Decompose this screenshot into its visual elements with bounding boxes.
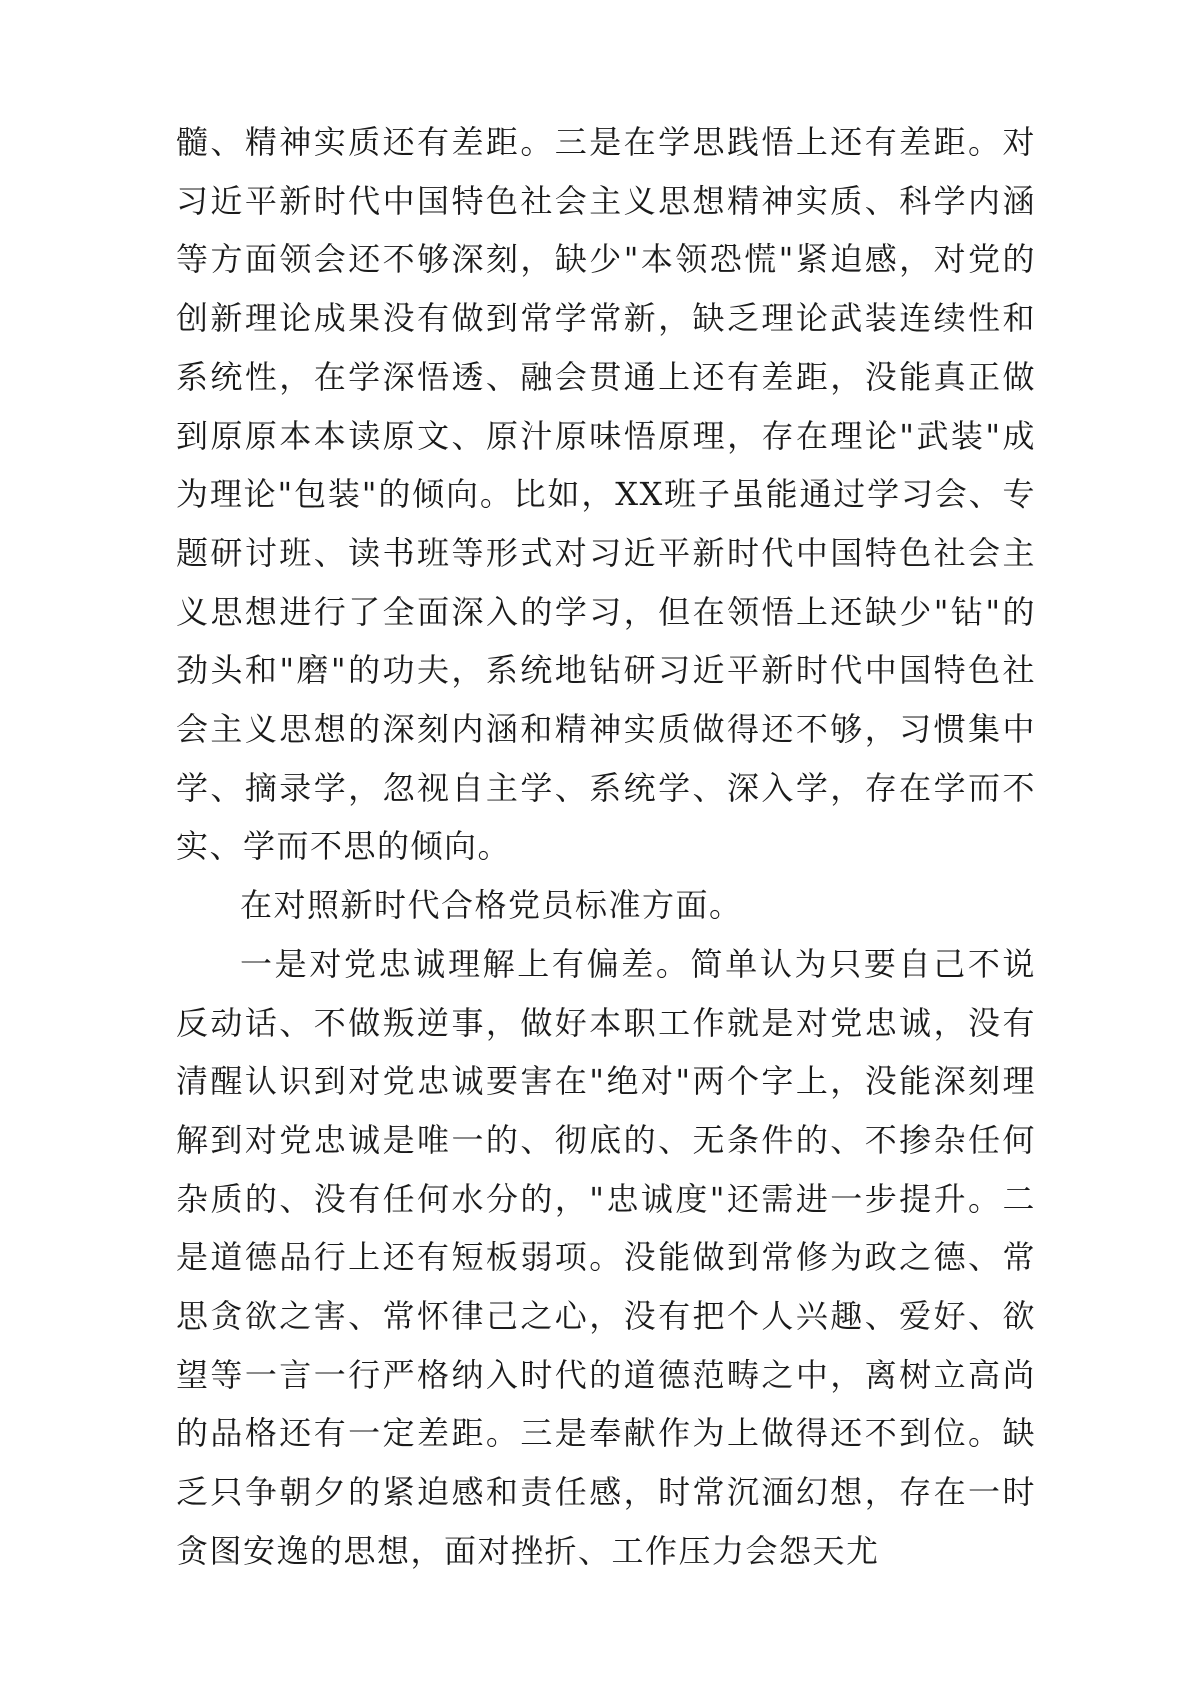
paragraph-party-member-standards: 一是对党忠诚理解上有偏差。简单认为只要自己不说反动话、不做叛逆事，做好本职工作就是对党忠诚，没有清醒认识到对党忠诚要害在"绝对"两个字上，没能深刻理解到对党忠诚是唯一的、彻底的、无条件的、不掺杂任何杂质的、没有任何水分的，"忠诚度"还需进一步提升。二是道德品行上还有短板弱项。没能做到常修为政之德、常思贪欲之害、常怀律己之心，没有把个人兴趣、爱好、欲望等一言一行严格纳入时代的道德范畴之中，离树立高尚的品格还有一定差距。三是奉献作为上做得还不到位。缺乏只争朝夕的紧迫感和责任感，时常沉湎幻想，存在一时贪图安逸的思想，面对挫折、工作压力会怨天尤 [176, 944, 1036, 1570]
paragraph-continued: 髓、精神实质还有差距。三是在学思践悟上还有差距。对习近平新时代中国特色社会主义思想精神实质、科学内涵等方面领会还不够深刻，缺少"本领恐慌"紧迫感，对党的创新理论成果没有做到常学常新，缺乏理论武装连续性和系统性，在学深悟透、融会贯通上还有差距，没能真正做到原原本本读原文、原汁原味悟原理，存在理论"武装"成为理论"包装"的倾向。比如，XX班子虽能通过学习会、专题研讨班、读书班等形式对习近平新时代中国特色社会主义思想进行了全面深入的学习，但在领悟上还缺少"钻"的劲头和"磨"的功夫，系统地钻研习近平新时代中国特色社会主义思想的深刻内涵和精神实质做得还不够，习惯集中学、摘录学，忽视自主学、系统学、深入学，存在学而不实、学而不思的倾向。 [176, 123, 1036, 866]
paragraph-section-heading: 在对照新时代合格党员标准方面。 [240, 886, 743, 925]
document-body [176, 113, 1036, 1581]
